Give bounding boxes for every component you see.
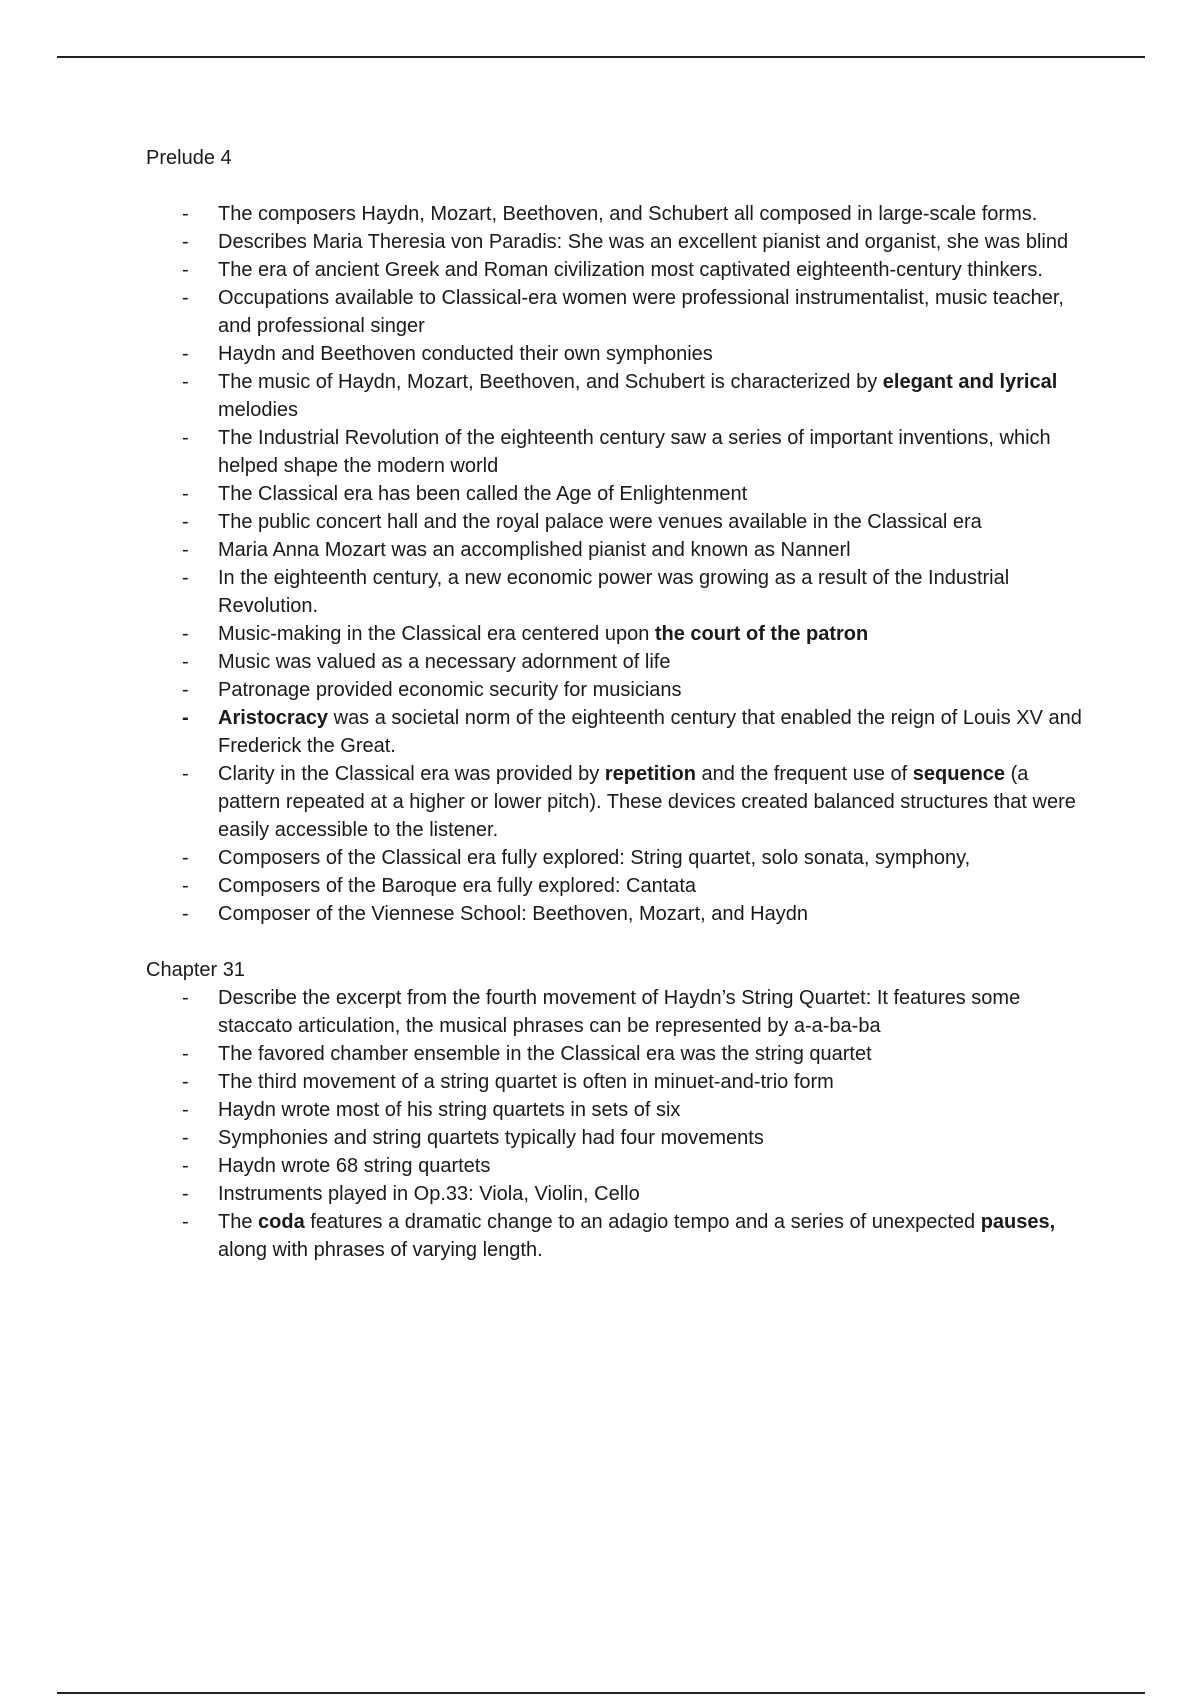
document-body bbox=[146, 144, 1086, 1264]
list-item bbox=[146, 1124, 1086, 1152]
text-run: Composers of the Baroque era fully explored: Cantata bbox=[218, 875, 697, 897]
list-item-text bbox=[218, 651, 670, 673]
text-run: Haydn wrote 68 string quartets bbox=[218, 1155, 491, 1177]
text-run: along with phrases of varying length. bbox=[218, 1239, 543, 1261]
list-item bbox=[146, 872, 1086, 900]
list-item bbox=[146, 536, 1086, 564]
bold-term: sequence bbox=[912, 763, 1006, 785]
list-item-text bbox=[218, 707, 1082, 757]
list-item-text bbox=[218, 903, 808, 925]
list-item bbox=[146, 340, 1086, 368]
text-run: Haydn wrote most of his string quartets in sets of six bbox=[218, 1099, 681, 1121]
section-spacer bbox=[146, 928, 1086, 956]
list-item-text bbox=[218, 1183, 640, 1205]
bullet-dash: - bbox=[182, 1183, 189, 1205]
list-item bbox=[146, 368, 1086, 424]
list-item-text bbox=[218, 287, 1064, 337]
list-item bbox=[146, 284, 1086, 340]
list-item-text bbox=[218, 259, 1043, 281]
list-item bbox=[146, 1208, 1086, 1264]
list-item-text bbox=[218, 1071, 834, 1093]
text-run: Occupations available to Classical-era women were professional instrumentalist, music teacher, and professional singer bbox=[218, 287, 1064, 337]
text-run: The composers Haydn, Mozart, Beethoven, and Schubert all composed in large-scale forms. bbox=[218, 203, 1038, 225]
text-run: Composers of the Classical era fully explored: String quartet, solo sonata, symphony, bbox=[218, 847, 971, 869]
text-run: Composer of the Viennese School: Beethoven, Mozart, and Haydn bbox=[218, 903, 808, 925]
list-item bbox=[146, 228, 1086, 256]
list-item bbox=[146, 200, 1086, 228]
bullet-dash: - bbox=[182, 427, 189, 449]
bullet-dash: - bbox=[182, 847, 189, 869]
bullet-dash: - bbox=[182, 567, 189, 589]
text-run: The favored chamber ensemble in the Classical era was the string quartet bbox=[218, 1043, 872, 1065]
bold-term: Aristocracy bbox=[218, 707, 329, 729]
bullet-dash: - bbox=[182, 903, 189, 925]
bullet-dash: - bbox=[182, 623, 189, 645]
list-item-text bbox=[218, 987, 1020, 1037]
list-item-text bbox=[218, 539, 851, 561]
list-item bbox=[146, 704, 1086, 760]
list-item bbox=[146, 1040, 1086, 1068]
list-item-text bbox=[218, 1155, 490, 1177]
bullet-dash: - bbox=[182, 679, 189, 701]
section-title-chapter-31: Chapter 31 bbox=[146, 959, 245, 981]
bullet-dash: - bbox=[182, 875, 189, 897]
bullet-dash: - bbox=[182, 1127, 189, 1149]
text-run: The era of ancient Greek and Roman civilization most captivated eighteenth-century thinkers. bbox=[218, 259, 1043, 281]
list-item-text bbox=[218, 875, 696, 897]
text-run: Music-making in the Classical era centered upon bbox=[218, 623, 655, 645]
list-item-text bbox=[218, 427, 1051, 477]
bullet-dash: - bbox=[182, 231, 189, 253]
bullet-dash: - bbox=[182, 343, 189, 365]
text-run: The Classical era has been called the Age of Enlightenment bbox=[218, 483, 748, 505]
list-item-text bbox=[218, 567, 1009, 617]
list-item-text bbox=[218, 371, 1057, 421]
text-run: Haydn and Beethoven conducted their own symphonies bbox=[218, 343, 713, 365]
bold-term: the court of the patron bbox=[654, 623, 869, 645]
list-item-text bbox=[218, 511, 982, 533]
bullet-dash: - bbox=[182, 763, 189, 785]
bullet-dash: - bbox=[182, 1155, 189, 1177]
bullet-dash: - bbox=[182, 987, 189, 1009]
list-item bbox=[146, 760, 1086, 844]
list-item-text bbox=[218, 1099, 680, 1121]
list-item bbox=[146, 256, 1086, 284]
list-item bbox=[146, 900, 1086, 928]
bullet-dash: - bbox=[182, 1043, 189, 1065]
text-run: Clarity in the Classical era was provided by bbox=[218, 763, 605, 785]
bullet-dash: - bbox=[182, 707, 189, 729]
bullet-dash: - bbox=[182, 511, 189, 533]
text-run: Instruments played in Op.33: Viola, Violin, Cello bbox=[218, 1183, 640, 1205]
list-item bbox=[146, 564, 1086, 620]
list-item bbox=[146, 1152, 1086, 1180]
list-item-text bbox=[218, 679, 682, 701]
list-item bbox=[146, 676, 1086, 704]
list-item bbox=[146, 844, 1086, 872]
bold-term: elegant and lyrical bbox=[882, 371, 1058, 393]
text-run: Describe the excerpt from the fourth movement of Haydn’s String Quartet: It features some staccato articulation, the musical phrases can be represented by a-a-ba-ba bbox=[218, 987, 1021, 1037]
text-run: melodies bbox=[218, 399, 299, 421]
text-run: Patronage provided economic security for musicians bbox=[218, 679, 682, 701]
list-item bbox=[146, 1068, 1086, 1096]
bullet-dash: - bbox=[182, 259, 189, 281]
text-run: (a pattern repeated at a higher or lower pitch). These devices created balanced structures that were easily accessible to the listener. bbox=[218, 763, 1076, 841]
bullet-dash: - bbox=[182, 287, 189, 309]
text-run: In the eighteenth century, a new economic power was growing as a result of the Industrial Revolution. bbox=[218, 567, 1010, 617]
list-item-text bbox=[218, 343, 713, 365]
list-item-text bbox=[218, 203, 1037, 225]
list-item-text bbox=[218, 763, 1076, 841]
bold-term: pauses, bbox=[980, 1211, 1056, 1233]
text-run: Maria Anna Mozart was an accomplished pianist and known as Nannerl bbox=[218, 539, 851, 561]
list-item-text bbox=[218, 231, 1068, 253]
bullet-dash: - bbox=[182, 651, 189, 673]
bullet-dash: - bbox=[182, 371, 189, 393]
text-run: The public concert hall and the royal palace were venues available in the Classical era bbox=[218, 511, 982, 533]
list-item bbox=[146, 1180, 1086, 1208]
text-run: The Industrial Revolution of the eighteenth century saw a series of important inventions, which helped shape the modern world bbox=[218, 427, 1051, 477]
list-item-text bbox=[218, 1043, 872, 1065]
list-item bbox=[146, 620, 1086, 648]
text-run: Symphonies and string quartets typically had four movements bbox=[218, 1127, 764, 1149]
list-item bbox=[146, 508, 1086, 536]
bullet-dash: - bbox=[182, 1099, 189, 1121]
text-run: The bbox=[218, 1211, 259, 1233]
text-run: The music of Haydn, Mozart, Beethoven, and Schubert is characterized by bbox=[218, 371, 883, 393]
notes-list-chapter-31 bbox=[146, 984, 1086, 1264]
list-item-text bbox=[218, 1211, 1055, 1261]
text-run: features a dramatic change to an adagio tempo and a series of unexpected bbox=[304, 1211, 981, 1233]
list-item bbox=[146, 424, 1086, 480]
text-run: was a societal norm of the eighteenth century that enabled the reign of Louis XV and Frederick the Great. bbox=[218, 707, 1082, 757]
list-item bbox=[146, 984, 1086, 1040]
bold-term: repetition bbox=[604, 763, 696, 785]
bullet-dash: - bbox=[182, 203, 189, 225]
bullet-dash: - bbox=[182, 1071, 189, 1093]
list-item-text bbox=[218, 1127, 764, 1149]
text-run: Music was valued as a necessary adornment of life bbox=[218, 651, 671, 673]
page-bottom-rule bbox=[57, 1692, 1145, 1694]
text-run: The third movement of a string quartet is often in minuet-and-trio form bbox=[218, 1071, 834, 1093]
list-item-text bbox=[218, 483, 747, 505]
section-title-prelude-4: Prelude 4 bbox=[146, 147, 232, 169]
list-item-text bbox=[218, 847, 970, 869]
list-item bbox=[146, 480, 1086, 508]
list-item-text bbox=[218, 623, 868, 645]
bold-term: coda bbox=[258, 1211, 305, 1233]
text-run: Describes Maria Theresia von Paradis: She was an excellent pianist and organist, she was blind bbox=[218, 231, 1069, 253]
page-top-rule bbox=[57, 56, 1145, 58]
list-item bbox=[146, 648, 1086, 676]
list-item bbox=[146, 1096, 1086, 1124]
notes-list-prelude-4 bbox=[146, 200, 1086, 928]
text-run: and the frequent use of bbox=[695, 763, 913, 785]
bullet-dash: - bbox=[182, 539, 189, 561]
bullet-dash: - bbox=[182, 1211, 189, 1233]
bullet-dash: - bbox=[182, 483, 189, 505]
